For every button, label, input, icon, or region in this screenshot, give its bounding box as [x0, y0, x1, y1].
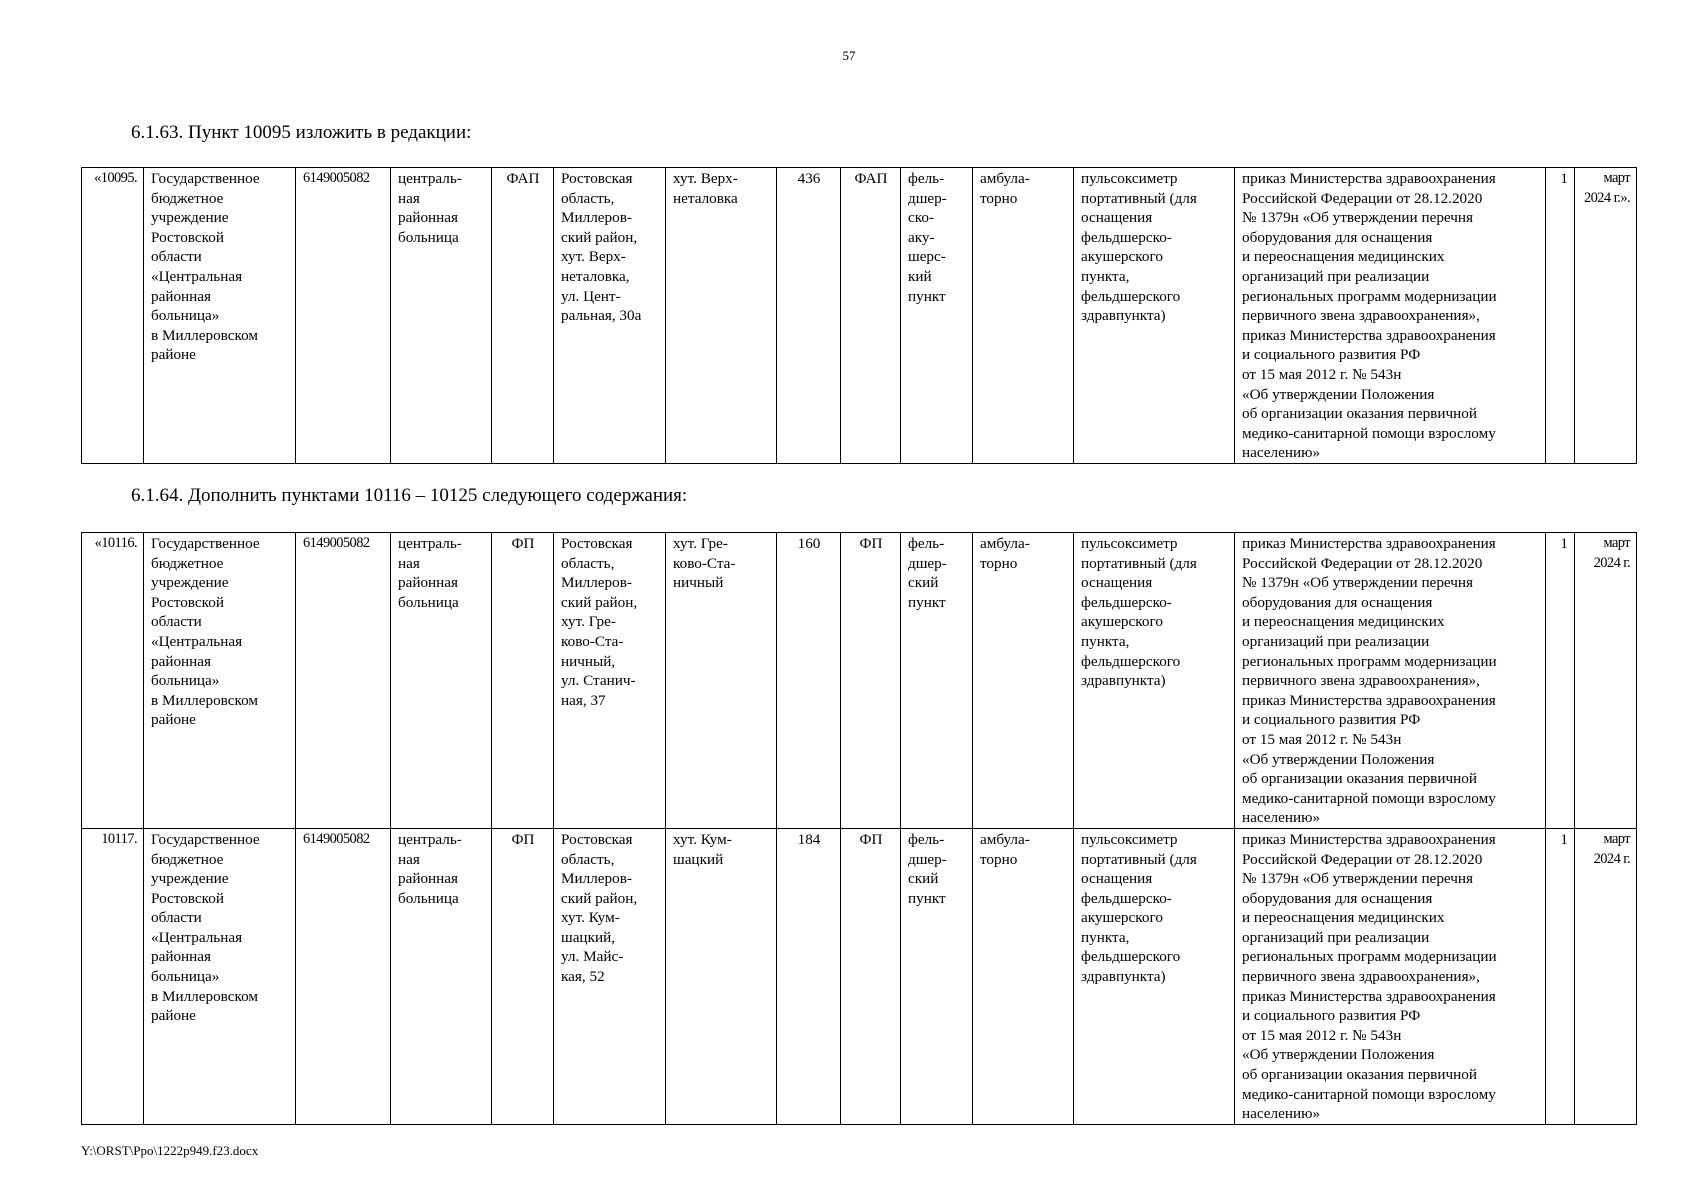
cell-care-mode: амбула- торно	[973, 533, 1074, 829]
cell-legal-basis: приказ Министерства здравоохранения Российской Федерации от 28.12.2020 № 1379н «Об утверждении перечня оборудования для оснащения и переоснащения медицинских организаций при реализации региональных программ модернизации первичного звена здравоохранения», приказ Министерства здравоохранения и социального развития РФ от 15 мая 2012 г. № 543н «Об утверждении Положения об организации оказания первичной медико-санитарной помощи взрослому населению»	[1235, 533, 1546, 829]
table-row	[82, 533, 1637, 829]
cell-date: март 2024 г.	[1575, 828, 1637, 1124]
cell-inn: 6149005082	[296, 168, 391, 464]
cell-facility-type: ФАП	[492, 168, 554, 464]
cell-unit-type: ФАП	[841, 168, 901, 464]
cell-settlement: хут. Верх- неталовка	[666, 168, 777, 464]
cell-unit-name: фель- дшер- ский пункт	[901, 533, 973, 829]
table-row	[82, 828, 1637, 1124]
cell-unit-name: фель- дшер- ско- аку- шерс- кий пункт	[901, 168, 973, 464]
cell-organization: Государственное бюджетное учреждение Ростовской области «Центральная районная больница» в Миллеровском районе	[144, 828, 296, 1124]
section-heading-6-1-63: 6.1.63. Пункт 10095 изложить в редакции:	[131, 122, 472, 143]
cell-settlement: хут. Кум- шацкий	[666, 828, 777, 1124]
cell-equipment: пульсоксиметр портативный (для оснащения фельдшерско- акушерского пункта, фельдшерского здравпункта)	[1074, 168, 1235, 464]
cell-legal-basis: приказ Министерства здравоохранения Российской Федерации от 28.12.2020 № 1379н «Об утверждении перечня оборудования для оснащения и переоснащения медицинских организаций при реализации региональных программ модернизации первичного звена здравоохранения», приказ Министерства здравоохранения и социального развития РФ от 15 мая 2012 г. № 543н «Об утверждении Положения об организации оказания первичной медико-санитарной помощи взрослому населению»	[1235, 168, 1546, 464]
cell-hospital: централь- ная районная больница	[391, 828, 492, 1124]
cell-care-mode: амбула- торно	[973, 828, 1074, 1124]
cell-inn: 6149005082	[296, 828, 391, 1124]
cell-address: Ростовская область, Миллеров- ский район, хут. Верх- неталовка, ул. Цент- ральная, 30а	[554, 168, 666, 464]
cell-organization: Государственное бюджетное учреждение Ростовской области «Центральная районная больница» в Миллеровском районе	[144, 533, 296, 829]
cell-unit-name: фель- дшер- ский пункт	[901, 828, 973, 1124]
cell-date: март 2024 г.».	[1575, 168, 1637, 464]
cell-legal-basis: приказ Министерства здравоохранения Российской Федерации от 28.12.2020 № 1379н «Об утверждении перечня оборудования для оснащения и переоснащения медицинских организаций при реализации региональных программ модернизации первичного звена здравоохранения», приказ Министерства здравоохранения и социального развития РФ от 15 мая 2012 г. № 543н «Об утверждении Положения об организации оказания первичной медико-санитарной помощи взрослому населению»	[1235, 828, 1546, 1124]
cell-address: Ростовская область, Миллеров- ский район, хут. Кум- шацкий, ул. Майс- кая, 52	[554, 828, 666, 1124]
cell-equipment: пульсоксиметр портативный (для оснащения фельдшерско- акушерского пункта, фельдшерского здравпункта)	[1074, 828, 1235, 1124]
cell-facility-type: ФП	[492, 533, 554, 829]
cell-facility-type: ФП	[492, 828, 554, 1124]
section-heading-6-1-64: 6.1.64. Дополнить пунктами 10116 – 10125 следующего содержания:	[131, 485, 688, 506]
cell-date: март 2024 г.	[1575, 533, 1637, 829]
page-number: 57	[842, 48, 856, 63]
cell-organization: Государственное бюджетное учреждение Ростовской области «Центральная районная больница» в Миллеровском районе	[144, 168, 296, 464]
cell-hospital: централь- ная районная больница	[391, 168, 492, 464]
cell-item-number: «10116.	[82, 533, 144, 829]
document-file-path: Y:\ORST\Ppo\1222p949.f23.docx	[81, 1143, 259, 1158]
table-row	[82, 168, 1637, 464]
cell-address: Ростовская область, Миллеров- ский район, хут. Гре- ково-Ста- ничный, ул. Станич- ная, 37	[554, 533, 666, 829]
cell-hospital: централь- ная районная больница	[391, 533, 492, 829]
cell-count: 1	[1546, 533, 1575, 829]
cell-care-mode: амбула- торно	[973, 168, 1074, 464]
amendment-table-10116-10125	[81, 532, 1637, 1125]
cell-population: 436	[777, 168, 841, 464]
cell-unit-type: ФП	[841, 828, 901, 1124]
cell-settlement: хут. Гре- ково-Ста- ничный	[666, 533, 777, 829]
cell-inn: 6149005082	[296, 533, 391, 829]
cell-equipment: пульсоксиметр портативный (для оснащения фельдшерско- акушерского пункта, фельдшерского здравпункта)	[1074, 533, 1235, 829]
cell-count: 1	[1546, 828, 1575, 1124]
cell-unit-type: ФП	[841, 533, 901, 829]
cell-population: 160	[777, 533, 841, 829]
cell-population: 184	[777, 828, 841, 1124]
cell-item-number: 10117.	[82, 828, 144, 1124]
cell-count: 1	[1546, 168, 1575, 464]
amendment-table-10095	[81, 167, 1637, 464]
cell-item-number: «10095.	[82, 168, 144, 464]
